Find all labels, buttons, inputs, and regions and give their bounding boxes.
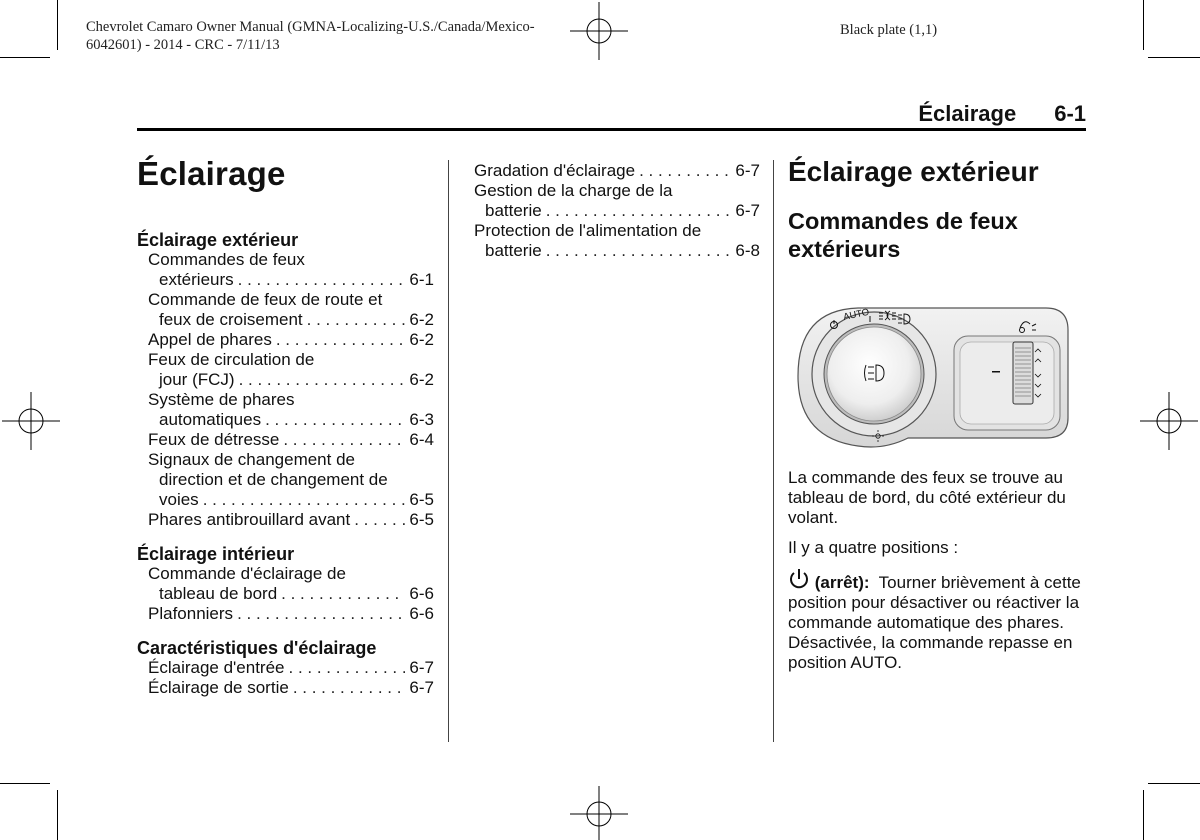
toc-entry <box>474 161 760 181</box>
toc-entry <box>474 201 760 221</box>
toc-page-number: 6-8 <box>735 241 760 260</box>
headlamp-switch-figure <box>796 300 1072 450</box>
toc-entry-line: Protection de l'alimentation de <box>474 221 702 240</box>
toc-entry <box>474 241 760 261</box>
toc-page-number: 6-2 <box>409 330 434 349</box>
toc-leader-dots <box>238 270 406 290</box>
toc-page-number: 6-2 <box>409 370 434 389</box>
subsection-title: Commandes de feux extérieurs <box>788 208 1018 262</box>
toc-left-column <box>137 230 434 698</box>
toc-entry-title: Gradation d'éclairage <box>474 161 636 180</box>
paragraph-positions: Il y a quatre positions : <box>788 538 959 557</box>
toc-entry <box>137 370 434 390</box>
column-divider-1 <box>448 160 449 742</box>
toc-entry-line: Signaux de changement de <box>148 450 355 469</box>
toc-entry <box>137 658 434 678</box>
toc-entry-line: Gestion de la charge de la <box>474 181 673 200</box>
header-rule <box>137 128 1086 131</box>
paragraph-location: La commande des feux se trouve au tableau de bord, du côté extérieur du volant. <box>788 468 1066 527</box>
power-icon <box>788 568 810 590</box>
toc-entry <box>137 510 434 530</box>
toc-entry <box>137 604 434 624</box>
toc-section-heading: Éclairage intérieur <box>137 544 295 564</box>
toc-leader-dots <box>281 584 405 604</box>
toc-leader-dots <box>237 604 405 624</box>
toc-section-heading: Caractéristiques d'éclairage <box>137 638 377 658</box>
black-plate-label: Black plate (1,1) <box>840 22 938 38</box>
toc-entry <box>137 584 434 604</box>
toc-entry-title: Éclairage d'entrée <box>148 658 285 677</box>
toc-leader-dots <box>283 430 405 450</box>
toc-leader-dots <box>639 161 731 181</box>
toc-middle-column <box>474 161 760 261</box>
toc-page-number: 6-1 <box>409 270 434 289</box>
print-slug-line2: 6042601) - 2014 - CRC - 7/11/13 <box>86 37 280 53</box>
toc-entry-title: Phares antibrouillard avant <box>148 510 351 529</box>
toc-leader-dots <box>293 678 406 698</box>
toc-page-number: 6-7 <box>735 161 760 180</box>
toc-entry <box>137 310 434 330</box>
toc-entry <box>137 330 434 350</box>
toc-entry-title: extérieurs <box>159 270 234 289</box>
toc-entry-title: Feux de détresse <box>148 430 280 449</box>
toc-entry-line: Commande de feux de route et <box>148 290 383 309</box>
toc-leader-dots <box>307 310 406 330</box>
toc-entry-line: Feux de circulation de <box>148 350 315 369</box>
running-head <box>918 101 1086 127</box>
toc-entry-title: tableau de bord <box>159 584 278 603</box>
toc-entry-line: Système de phares <box>148 390 295 409</box>
toc-section-heading: Éclairage extérieur <box>137 230 299 250</box>
running-head-page: 6-1 <box>1054 101 1086 126</box>
toc-page-number: 6-4 <box>409 430 434 449</box>
toc-leader-dots <box>276 330 406 350</box>
toc-page-number: 6-3 <box>409 410 434 429</box>
toc-entry-title: automatiques <box>159 410 262 429</box>
toc-entry-line: Commande d'éclairage de <box>148 564 346 583</box>
toc-entry-title: Plafonniers <box>148 604 234 623</box>
toc-entry <box>137 270 434 290</box>
toc-entry-line: direction et de changement de <box>159 470 388 489</box>
toc-entry-title: Éclairage de sortie <box>148 678 289 697</box>
toc-page-number: 6-5 <box>409 490 434 509</box>
toc-leader-dots <box>203 490 406 510</box>
toc-page-number: 6-6 <box>409 604 434 623</box>
toc-leader-dots <box>239 370 406 390</box>
off-label: (arrêt): <box>814 573 870 592</box>
toc-entry <box>137 490 434 510</box>
toc-entry-title: Appel de phares <box>148 330 272 349</box>
toc-page-number: 6-2 <box>409 310 434 329</box>
toc-page-number: 6-6 <box>409 584 434 603</box>
toc-entry-title: feux de croisement <box>159 310 303 329</box>
toc-entry-title: batterie <box>485 201 542 220</box>
toc-leader-dots <box>265 410 405 430</box>
toc-leader-dots <box>546 241 732 261</box>
print-slug-line1: Chevrolet Camaro Owner Manual (GMNA-Localizing-U.S./Canada/Mexico- <box>86 19 535 35</box>
paragraph-off <box>788 568 1088 673</box>
toc-page-number: 6-7 <box>735 201 760 220</box>
toc-page-number: 6-5 <box>409 510 434 529</box>
toc-entry-title: batterie <box>485 241 542 260</box>
running-head-title: Éclairage <box>918 101 1017 126</box>
toc-leader-dots <box>354 510 405 530</box>
toc-entry <box>137 430 434 450</box>
chapter-title: Éclairage <box>137 155 286 192</box>
body-text <box>788 468 1088 683</box>
toc-entry <box>137 410 434 430</box>
toc-entry-title: voies <box>159 490 199 509</box>
toc-leader-dots <box>289 658 406 678</box>
auto-label: AUTO <box>842 306 871 323</box>
toc-leader-dots <box>546 201 732 221</box>
toc-entry <box>137 678 434 698</box>
toc-page-number: 6-7 <box>409 678 434 697</box>
section-title: Éclairage extérieur <box>788 156 1039 187</box>
toc-page-number: 6-7 <box>409 658 434 677</box>
column-divider-2 <box>773 160 774 742</box>
off-description: Tourner brièvement à cette position pour désactiver ou réactiver la commande automatique des phares. Désactivée, la commande repasse en position AUTO. <box>788 573 1081 672</box>
toc-entry-title: jour (FCJ) <box>159 370 235 389</box>
toc-entry-line: Commandes de feux <box>148 250 305 269</box>
